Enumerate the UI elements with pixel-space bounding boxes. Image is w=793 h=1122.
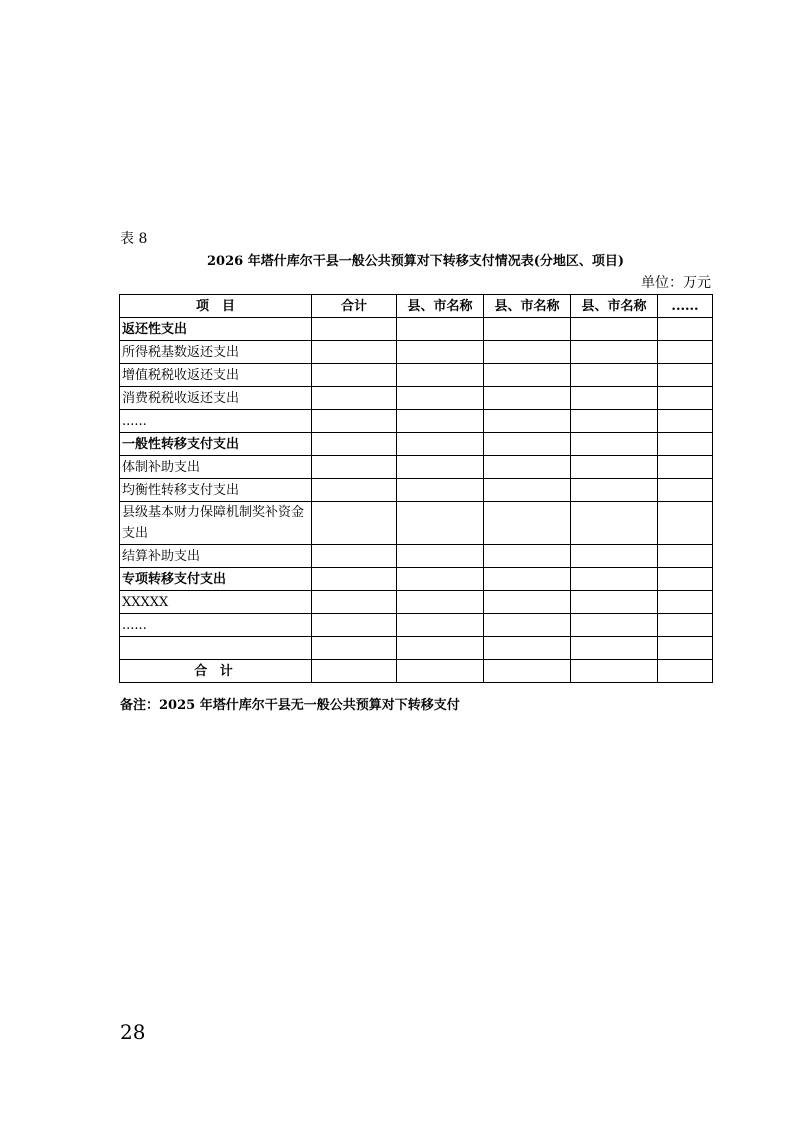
- table-cell: [484, 637, 571, 660]
- table-body: [120, 318, 713, 660]
- table-cell: [484, 341, 571, 364]
- table-cell: [484, 568, 571, 591]
- row-label: 专项转移支付支出: [120, 568, 312, 591]
- transfer-payment-table: [119, 294, 713, 683]
- table-cell: [571, 456, 658, 479]
- table-cell: [312, 591, 397, 614]
- row-label: 结算补助支出: [120, 545, 312, 568]
- table-cell: [397, 545, 484, 568]
- table-cell: [571, 387, 658, 410]
- table-cell: [658, 456, 713, 479]
- table-row: [120, 637, 713, 660]
- row-label: 增值税税收返还支出: [120, 364, 312, 387]
- table-cell: [571, 637, 658, 660]
- table-cell: [658, 341, 713, 364]
- table-cell: [397, 479, 484, 502]
- row-label: 体制补助支出: [120, 456, 312, 479]
- table-row: [120, 410, 713, 433]
- table-cell: [658, 479, 713, 502]
- table-cell: [658, 387, 713, 410]
- table-cell: [571, 502, 658, 545]
- header-county-3: 县、市名称: [571, 295, 658, 318]
- table-row: [120, 387, 713, 410]
- table-cell: [571, 568, 658, 591]
- table-cell: [658, 637, 713, 660]
- table-label: 表 8: [120, 231, 148, 247]
- table-cell: [397, 591, 484, 614]
- table-row: [120, 591, 713, 614]
- table-cell: [312, 545, 397, 568]
- table-row: [120, 341, 713, 364]
- table-cell: [658, 502, 713, 545]
- table-cell: [397, 660, 484, 683]
- table-cell: [484, 614, 571, 637]
- table-row: [120, 456, 713, 479]
- table-cell: [312, 387, 397, 410]
- table-row: [120, 568, 713, 591]
- table-cell: [397, 568, 484, 591]
- table-cell: [484, 318, 571, 341]
- total-row: [120, 660, 713, 683]
- total-label: 合 计: [120, 660, 312, 683]
- table-cell: [484, 660, 571, 683]
- table-row: [120, 502, 713, 545]
- table-cell: [658, 660, 713, 683]
- table-cell: [658, 364, 713, 387]
- table-cell: [571, 614, 658, 637]
- table-cell: [397, 502, 484, 545]
- table-cell: [312, 433, 397, 456]
- table-cell: [571, 433, 658, 456]
- row-label: 返还性支出: [120, 318, 312, 341]
- table-cell: [312, 637, 397, 660]
- table-row: [120, 364, 713, 387]
- table-cell: [312, 456, 397, 479]
- table-row: [120, 479, 713, 502]
- row-label: 一般性转移支付支出: [120, 433, 312, 456]
- table-cell: [484, 502, 571, 545]
- table-cell: [397, 637, 484, 660]
- row-label: 均衡性转移支付支出: [120, 479, 312, 502]
- table-cell: [571, 318, 658, 341]
- table-cell: [397, 614, 484, 637]
- table-cell: [571, 591, 658, 614]
- row-label: XXXXX: [120, 591, 312, 614]
- document-title: 2026 年塔什库尔干县一般公共预算对下转移支付情况表(分地区、项目): [206, 254, 624, 269]
- table-row: [120, 614, 713, 637]
- header-item: 项 目: [120, 295, 312, 318]
- table-cell: [484, 387, 571, 410]
- unit-label: 单位：万元: [641, 275, 711, 291]
- table-cell: [658, 545, 713, 568]
- table-cell: [658, 433, 713, 456]
- table-cell: [658, 410, 713, 433]
- row-label: [120, 637, 312, 660]
- table-cell: [571, 341, 658, 364]
- row-label: ......: [120, 614, 312, 637]
- table-cell: [312, 364, 397, 387]
- table-cell: [484, 364, 571, 387]
- table-cell: [571, 660, 658, 683]
- table-cell: [312, 318, 397, 341]
- table-cell: [397, 410, 484, 433]
- row-label: 所得税基数返还支出: [120, 341, 312, 364]
- table-cell: [397, 433, 484, 456]
- table-cell: [484, 433, 571, 456]
- table-cell: [397, 364, 484, 387]
- header-county-1: 县、市名称: [397, 295, 484, 318]
- table-cell: [312, 479, 397, 502]
- table-cell: [658, 614, 713, 637]
- table-cell: [571, 410, 658, 433]
- row-label: 消费税税收返还支出: [120, 387, 312, 410]
- table-row: [120, 545, 713, 568]
- table-row: [120, 433, 713, 456]
- header-total: 合计: [312, 295, 397, 318]
- table-cell: [312, 341, 397, 364]
- table-cell: [484, 410, 571, 433]
- table-cell: [312, 410, 397, 433]
- table-row: [120, 318, 713, 341]
- table-cell: [658, 318, 713, 341]
- table-cell: [397, 341, 484, 364]
- table-cell: [571, 479, 658, 502]
- table-cell: [571, 545, 658, 568]
- table-cell: [658, 591, 713, 614]
- footnote: 备注：2025 年塔什库尔干县无一般公共预算对下转移支付: [120, 698, 460, 713]
- row-label: 县级基本财力保障机制奖补资金支出: [120, 502, 312, 545]
- table-cell: [397, 387, 484, 410]
- row-label: ......: [120, 410, 312, 433]
- table-cell: [484, 479, 571, 502]
- table-cell: [312, 502, 397, 545]
- table-cell: [312, 660, 397, 683]
- table-cell: [312, 568, 397, 591]
- table-cell: [484, 545, 571, 568]
- table-cell: [312, 614, 397, 637]
- table-cell: [658, 568, 713, 591]
- header-row: [120, 295, 713, 318]
- header-more: ......: [658, 295, 713, 318]
- table-cell: [571, 364, 658, 387]
- table-cell: [484, 456, 571, 479]
- table-cell: [397, 456, 484, 479]
- table-cell: [397, 318, 484, 341]
- table-cell: [484, 591, 571, 614]
- page-number: 28: [120, 1020, 146, 1044]
- header-county-2: 县、市名称: [484, 295, 571, 318]
